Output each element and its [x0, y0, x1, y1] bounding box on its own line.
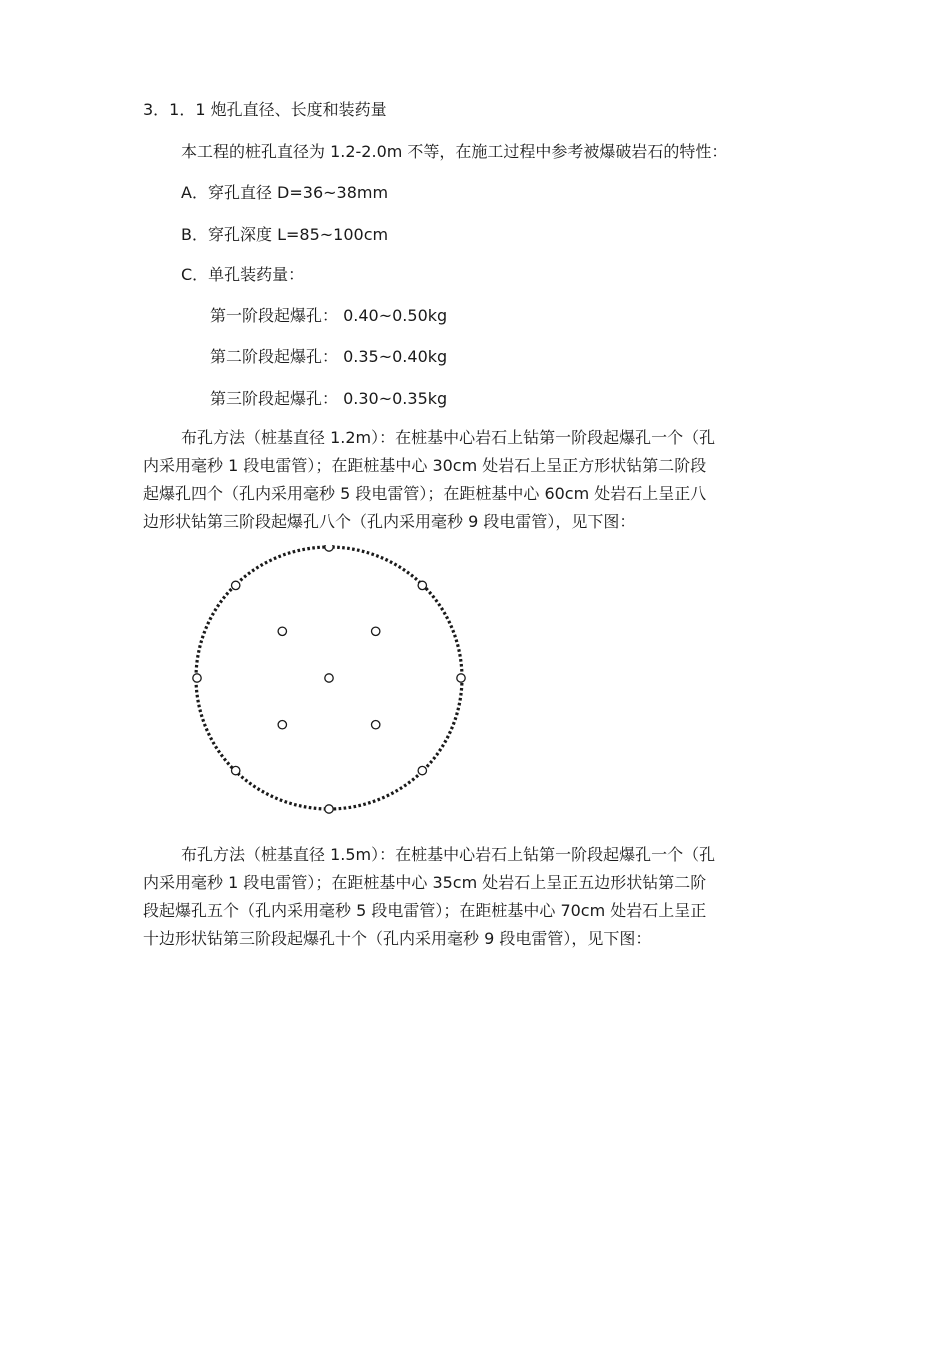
blast-hole-stage-3 — [325, 805, 333, 813]
paragraph-line: 边形状钻第三阶段起爆孔八个（孔内采用毫秒 9 段电雷管），见下图： — [143, 512, 636, 531]
blast-hole-stage-2 — [278, 721, 286, 729]
stage-2-charge: 第二阶段起爆孔： 0.35~0.40kg — [210, 347, 448, 366]
blast-hole-stage-1 — [325, 674, 333, 682]
blast-hole-stage-3 — [418, 766, 426, 774]
blast-hole-stage-2 — [372, 721, 380, 729]
item-charge-per-hole: C．单孔装药量： — [181, 265, 305, 284]
layout-method-1-5m — [143, 841, 803, 953]
paragraph-line: 布孔方法（桩基直径 1.5m）：在桩基中心岩石上钻第一阶段起爆孔一个（孔 — [181, 845, 716, 864]
item-drill-depth: B．穿孔深度 L=85~100cm — [181, 225, 389, 244]
item-drill-diameter: A．穿孔直径 D=36~38mm — [181, 183, 389, 202]
intro-paragraph: 本工程的桩孔直径为 1.2-2.0m 不等，在施工过程中参考被爆破岩石的特性： — [181, 142, 728, 161]
stage-1-charge: 第一阶段起爆孔： 0.40~0.50kg — [210, 306, 448, 325]
blast-hole-stage-2 — [278, 627, 286, 635]
blast-hole-stage-3 — [418, 581, 426, 589]
blast-hole-stage-3 — [325, 545, 333, 551]
paragraph-line: 内采用毫秒 1 段电雷管）；在距桩基中心 35cm 处岩石上呈正五边形状钻第二阶 — [143, 873, 707, 892]
blast-hole-stage-2 — [372, 627, 380, 635]
layout-method-1-2m — [143, 424, 803, 536]
stage-3-charge: 第三阶段起爆孔： 0.30~0.35kg — [210, 389, 448, 408]
blast-hole-layout-diagram — [190, 545, 475, 820]
blast-hole-stage-3 — [457, 674, 465, 682]
paragraph-line: 起爆孔四个（孔内采用毫秒 5 段电雷管）；在距桩基中心 60cm 处岩石上呈正八 — [143, 484, 707, 503]
paragraph-line: 段起爆孔五个（孔内采用毫秒 5 段电雷管）；在距桩基中心 70cm 处岩石上呈正 — [143, 901, 707, 920]
paragraph-line: 十边形状钻第三阶段起爆孔十个（孔内采用毫秒 9 段电雷管），见下图： — [143, 929, 652, 948]
blast-hole-stage-3 — [232, 766, 240, 774]
section-heading: 3．1．1 炮孔直径、长度和装药量 — [143, 100, 387, 119]
paragraph-line: 布孔方法（桩基直径 1.2m）：在桩基中心岩石上钻第一阶段起爆孔一个（孔 — [181, 428, 716, 447]
blast-hole-stage-3 — [193, 674, 201, 682]
blast-hole-stage-3 — [232, 581, 240, 589]
paragraph-line: 内采用毫秒 1 段电雷管）；在距桩基中心 30cm 处岩石上呈正方形状钻第二阶段 — [143, 456, 707, 475]
